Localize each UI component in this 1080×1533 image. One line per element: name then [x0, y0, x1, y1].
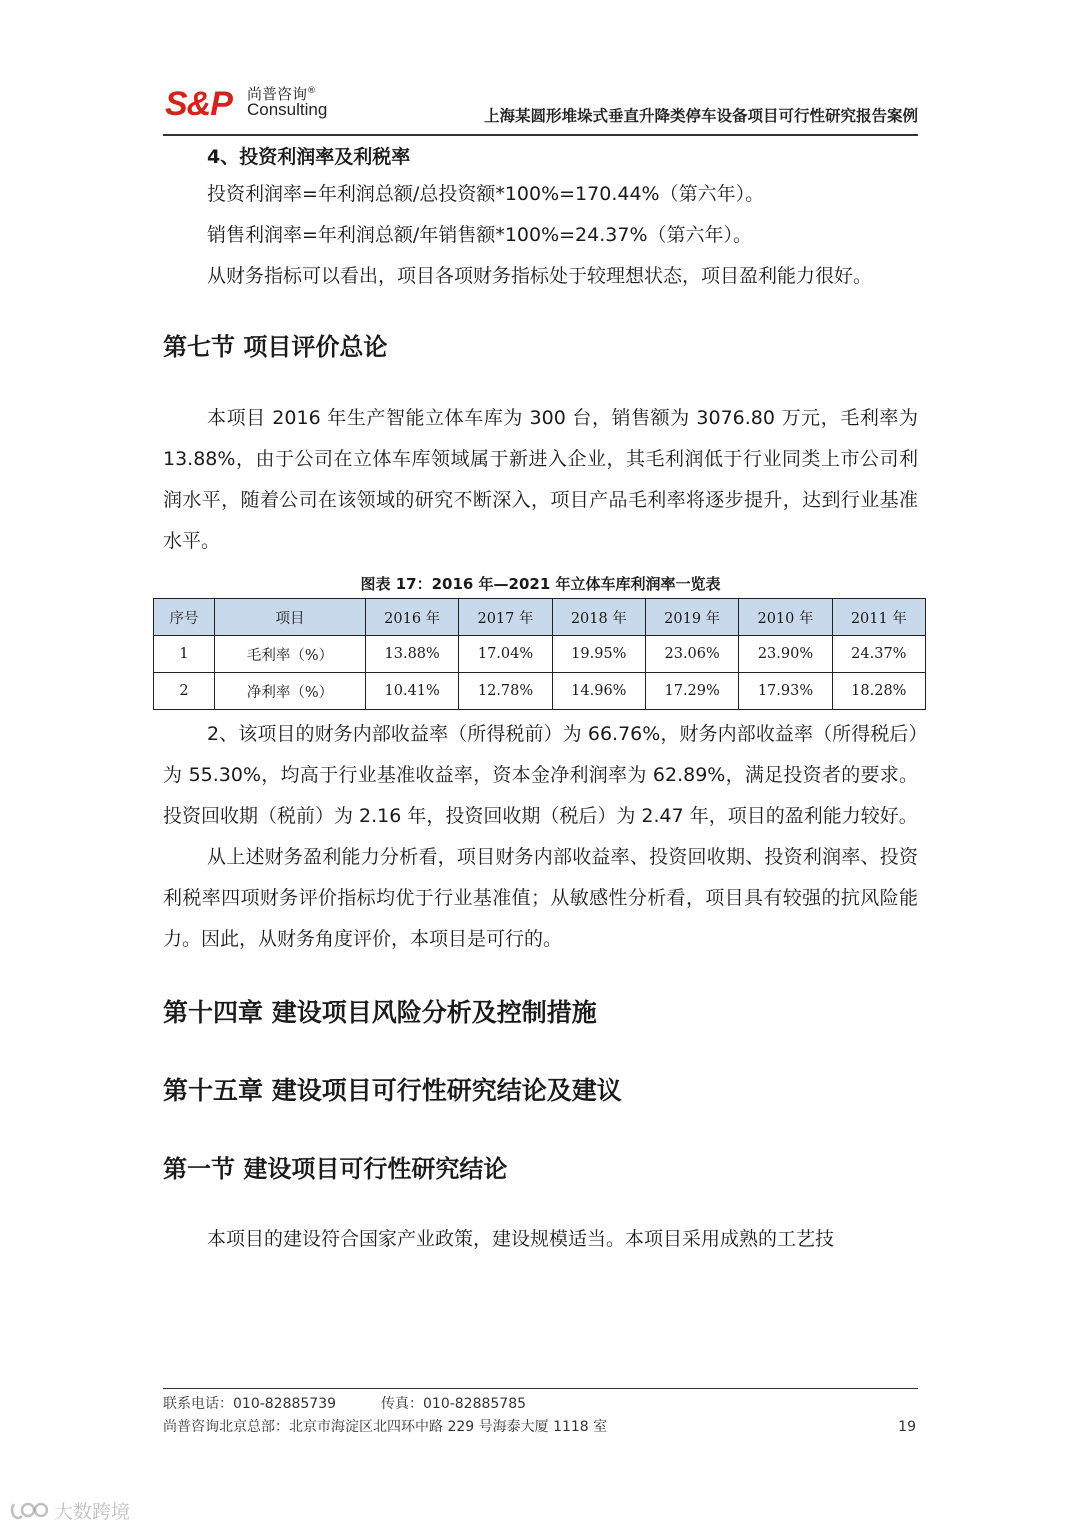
table-header-cell: 2018 年 [552, 599, 645, 636]
table-cell: 2 [154, 673, 215, 710]
table-header-row [154, 599, 926, 636]
section-heading-feasibility-conclusion: 第一节 建设项目可行性研究结论 [163, 1155, 508, 1183]
logo-chinese-name: 尚普咨询® [247, 85, 317, 103]
footer-fax: 传真：010-82885785 [381, 1396, 527, 1412]
table-header-cell: 2019 年 [645, 599, 738, 636]
footer-contact-line [163, 1393, 918, 1416]
table-cell: 12.78% [459, 673, 552, 710]
table-cell: 14.96% [552, 673, 645, 710]
table-cell: 17.29% [645, 673, 738, 710]
logo-mark: S&P [165, 85, 232, 123]
footer-address-line [163, 1416, 918, 1439]
table-cell: 23.06% [645, 636, 738, 673]
table-cell: 1 [154, 636, 215, 673]
table-header-cell: 2016 年 [366, 599, 459, 636]
footer-address: 尚普咨询北京总部：北京市海淀区北四环中路 229 号海泰大厦 1118 室 [163, 1419, 608, 1435]
table-cell: 17.04% [459, 636, 552, 673]
paragraph-irr: 2、该项目的财务内部收益率（所得税前）为 66.76%，财务内部收益率（所得税后）为 55.30%，均高于行业基准收益率，资本金净利润率为 62.89%，满足投资者的要求。投资回收期（税前）为 2.16 年，投资回收期（税后）为 2.47 年，项目的盈利能力较好。 [163, 723, 918, 827]
section-heading-investment-profit: 4、投资利润率及利税率 [207, 146, 411, 168]
table-cell: 10.41% [366, 673, 459, 710]
table-header-cell: 2010 年 [739, 599, 832, 636]
table-cell: 19.95% [552, 636, 645, 673]
paragraph-sales-profit-rate: 销售利润率=年利润总额/年销售额*100%=24.37%（第六年）。 [207, 224, 753, 246]
paragraph-feasibility-conclusion: 本项目的建设符合国家产业政策，建设规模适当。本项目采用成熟的工艺技 [207, 1228, 835, 1250]
table-cell: 毛利率（%） [215, 636, 366, 673]
footer-phone: 联系电话：010-82885739 [163, 1396, 337, 1412]
table-cell: 17.93% [739, 673, 832, 710]
profit-rate-table [153, 598, 926, 710]
paragraph-investment-profit-rate: 投资利润率=年利润总额/总投资额*100%=170.44%（第六年）。 [207, 183, 765, 205]
company-logo [165, 80, 345, 126]
table-cell: 18.28% [832, 673, 925, 710]
table-row [154, 673, 926, 710]
table-cell: 净利率（%） [215, 673, 366, 710]
table-cell: 13.88% [366, 636, 459, 673]
table-cell: 23.90% [739, 636, 832, 673]
paragraph-evaluation: 本项目 2016 年生产智能立体车库为 300 台，销售额为 3076.80 万元，毛利率为 13.88%，由于公司在立体车库领域属于新进入企业，其毛利润低于行业同类上市公司利润水平，随着公司在该领域的研究不断深入，项目产品毛利率将逐步提升，达到行业基准水平。 [163, 407, 918, 552]
table-header-cell: 序号 [154, 599, 215, 636]
table-caption: 图表 17：2016 年—2021 年立体车库利润率一览表 [360, 575, 721, 593]
paragraph-financial-summary: 从财务指标可以看出，项目各项财务指标处于较理想状态，项目盈利能力很好。 [207, 265, 873, 287]
page-header [163, 74, 918, 136]
watermark [8, 1495, 130, 1525]
chapter-heading-risk: 第十四章 建设项目风险分析及控制措施 [163, 998, 597, 1027]
table-row [154, 636, 926, 673]
table-header-cell: 项目 [215, 599, 366, 636]
watermark-text: 大数跨境 [54, 1500, 131, 1523]
table-cell: 24.37% [832, 636, 925, 673]
watermark-logo-icon [8, 1498, 48, 1522]
table-header-cell: 2017 年 [459, 599, 552, 636]
page-body [163, 140, 918, 1260]
paragraph-profitability-analysis: 从上述财务盈利能力分析看，项目财务内部收益率、投资回收期、投资利润率、投资利税率四项财务评价指标均优于行业基准值；从敏感性分析看，项目具有较强的抗风险能力。因此，从财务角度评价，本项目是可行的。 [163, 846, 918, 950]
page-footer [163, 1388, 918, 1439]
document-title: 上海某圆形堆垛式垂直升降类停车设备项目可行性研究报告案例 [483, 107, 918, 125]
logo-english-name: Consulting [247, 100, 328, 119]
table-header-cell: 2011 年 [832, 599, 925, 636]
page-number: 19 [898, 1419, 916, 1435]
chapter-heading-conclusion: 第十五章 建设项目可行性研究结论及建议 [163, 1076, 622, 1105]
section-heading-evaluation: 第七节 项目评价总论 [163, 333, 388, 361]
